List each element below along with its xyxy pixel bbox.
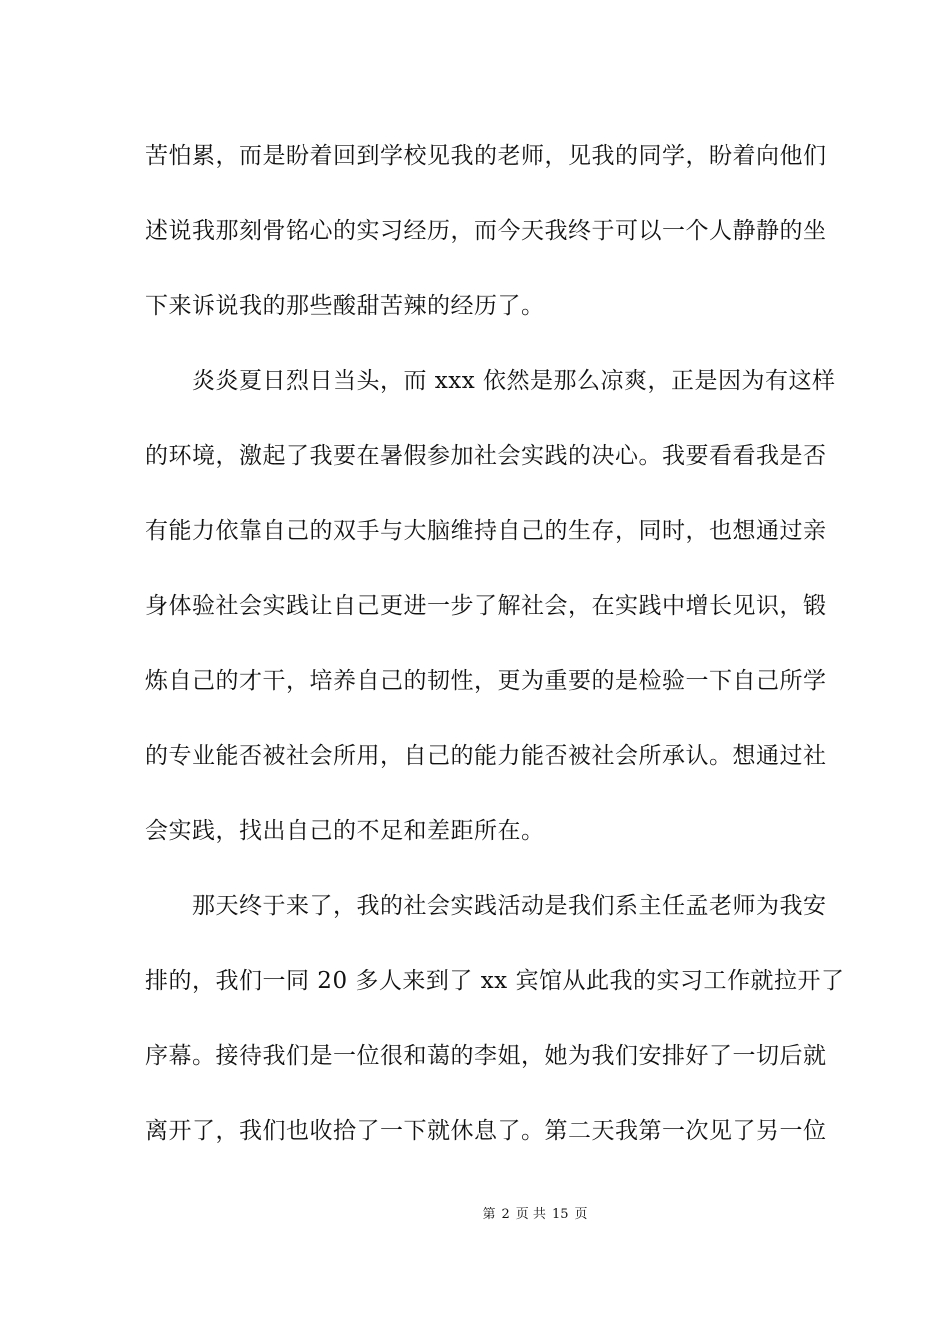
paragraph-1-line-3: 下来诉说我的那些酸甜苦辣的经历了。 bbox=[145, 293, 545, 319]
paragraph-3-line-1: 那天终于来了，我的社会实践活动是我们系主任孟老师为我安 bbox=[192, 893, 827, 919]
footer-suffix: 页 bbox=[574, 1207, 588, 1222]
footer-middle: 页 共 bbox=[515, 1207, 546, 1222]
page-footer bbox=[0, 1205, 950, 1225]
paragraph-1-line-1: 苦怕累，而是盼着回到学校见我的老师，见我的同学，盼着向他们 bbox=[145, 143, 827, 169]
footer-current-page: 2 bbox=[501, 1207, 510, 1222]
paragraph-2-line-5: 炼自己的才干，培养自己的韧性，更为重要的是检验一下自己所学 bbox=[145, 668, 827, 694]
footer-prefix: 第 bbox=[482, 1207, 496, 1222]
paragraph-3-line-3: 序幕。接待我们是一位很和蔼的李姐，她为我们安排好了一切后就 bbox=[145, 1043, 827, 1069]
paragraph-3-line-4: 离开了，我们也收拾了一下就休息了。第二天我第一次见了另一位 bbox=[145, 1118, 827, 1144]
paragraph-1-line-2: 述说我那刻骨铭心的实习经历，而今天我终于可以一个人静静的坐 bbox=[145, 218, 827, 244]
paragraph-2-line-2: 的环境，激起了我要在暑假参加社会实践的决心。我要看看我是否 bbox=[145, 443, 827, 469]
paragraph-2-line-1: 炎炎夏日烈日当头，而 xxx 依然是那么凉爽，正是因为有这样 bbox=[192, 368, 836, 394]
paragraph-3-line-2: 排的，我们一同 20 多人来到了 xx 宾馆从此我的实习工作就拉开了 bbox=[145, 968, 845, 994]
paragraph-2-line-7: 会实践，找出自己的不足和差距所在。 bbox=[145, 818, 545, 844]
paragraph-2-line-6: 的专业能否被社会所用，自己的能力能否被社会所承认。想通过社 bbox=[145, 743, 827, 769]
paragraph-2-line-4: 身体验社会实践让自己更进一步了解社会，在实践中增长见识，锻 bbox=[145, 593, 827, 619]
footer-total-pages: 15 bbox=[551, 1207, 569, 1222]
paragraph-2-line-3: 有能力依靠自己的双手与大脑维持自己的生存，同时，也想通过亲 bbox=[145, 518, 827, 544]
